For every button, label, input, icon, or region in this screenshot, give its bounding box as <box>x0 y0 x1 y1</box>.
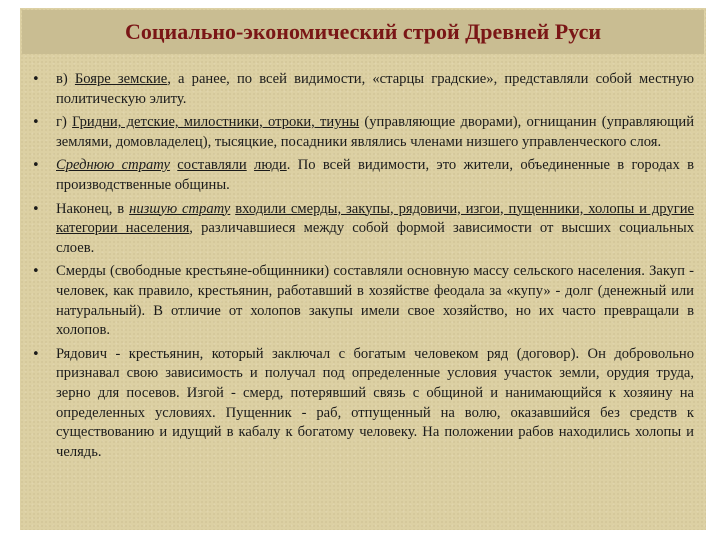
text: Смерды (свободные крестьяне-общинники) составляли основную массу сельского населения. Закуп - человек, как правило, крестьянин, работавший в хозяйстве феодала за «купу» - долг (денежный или натуральный). В отличие от холопов закупы имели свое хозяйство, но их часто превращали в холопов. <box>56 263 694 339</box>
bullet-item-2 <box>30 113 694 152</box>
bullet-item-4 <box>30 200 694 259</box>
text: в) <box>56 71 75 87</box>
text <box>247 157 254 173</box>
text: Рядович - крестьянин, который заключал с богатым человеком ряд (договор). Он добровольно признавал свою зависимость и получал под определенные условия участок земли, орудия труда, зерно для посевов. Изгой - смерд, потерявший связь с общиной и нанимающийся к хозяину на определенных условиях. Пущенник - раб, отпущенный на волю, оказавшийся без средств к существованию и идущий в кабалу к богатому человеку. На положении рабов находились холопы и челядь. <box>56 345 694 460</box>
text: (управляющие дворами), огнищанин (управляющий землями, домовладелец), тысяцкие, посадники являлись членами низшего управленческого слоя. <box>56 114 695 150</box>
italic-underlined-term: Среднюю страту <box>56 157 170 174</box>
underlined-term: Гридни, детские, милостники, отроки, тиуны <box>72 114 360 131</box>
text: . По всей видимости, это жители, объединенные в городах в производственные общины. <box>56 157 694 193</box>
slide-title: Социально-экономический строй Древней Руси <box>124 19 602 44</box>
text: Наконец, в <box>56 200 130 217</box>
italic-underlined-term: низшую страту <box>129 200 231 217</box>
text: г) <box>56 114 73 131</box>
underlined-term: люди <box>254 157 287 174</box>
bullet-list <box>30 70 694 466</box>
underlined-term: Бояре земские <box>74 71 168 87</box>
underlined-term: составляли <box>177 157 247 174</box>
bullet-item-6 <box>30 345 694 463</box>
underlined-term: входили смерды, закупы, рядовичи, изгои, пущенники, холопы и другие категории населения <box>56 200 694 237</box>
text: , различавшиеся между собой формой зависимости от высших социальных слоев. <box>56 220 694 256</box>
bullet-item-1 <box>30 70 694 109</box>
title-bar <box>22 10 704 54</box>
text: , а ранее, по всей видимости, «старцы градские», представляли собой местную политическую элиту. <box>56 71 694 107</box>
bullet-item-3 <box>30 156 694 195</box>
slide <box>20 8 706 530</box>
bullet-item-5 <box>30 262 694 340</box>
